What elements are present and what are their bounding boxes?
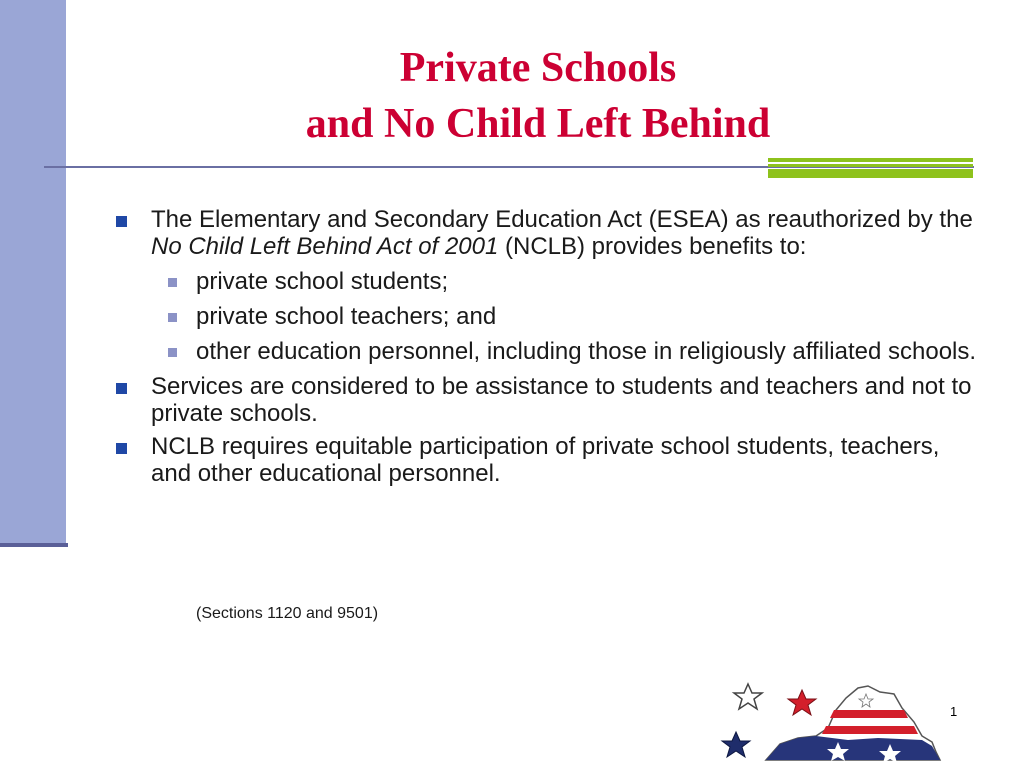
sub-bullet-item: private school students; [112, 268, 982, 295]
sub-bullet-item: private school teachers; and [112, 303, 982, 330]
sections-note: (Sections 1120 and 9501) [196, 605, 379, 622]
stars-and-state-map-logo [718, 680, 958, 768]
white-star-icon [734, 684, 762, 709]
navy-star-icon [722, 732, 750, 757]
square-bullet-icon [116, 383, 127, 394]
title-line-1: Private Schools [399, 45, 677, 91]
square-sub-bullet-icon [168, 278, 177, 287]
title-line-2: and No Child Left Behind [305, 101, 771, 147]
red-star-icon [788, 690, 816, 715]
slide-body [112, 206, 982, 493]
bullet-item: The Elementary and Secondary Education Act (ESEA) as reauthorized by the No Child Left Behind Act of 2001 (NCLB) provides benefits to: [112, 206, 982, 260]
sub-bullet-item: other education personnel, including those in religiously affiliated schools. [112, 338, 982, 365]
bullet-item: NCLB requires equitable participation of private school students, teachers, and other educational personnel. [112, 433, 982, 487]
page-number: 1 [950, 704, 958, 719]
left-accent-bar-edge [0, 543, 68, 547]
left-accent-bar [0, 0, 66, 546]
bullet-item: Services are considered to be assistance to students and teachers and not to private schools. [112, 373, 982, 427]
square-bullet-icon [116, 443, 127, 454]
green-accent-stripes [768, 158, 973, 178]
state-map-icon [766, 686, 940, 763]
square-bullet-icon [116, 216, 127, 227]
slide-title [120, 40, 956, 152]
square-sub-bullet-icon [168, 313, 177, 322]
square-sub-bullet-icon [168, 348, 177, 357]
